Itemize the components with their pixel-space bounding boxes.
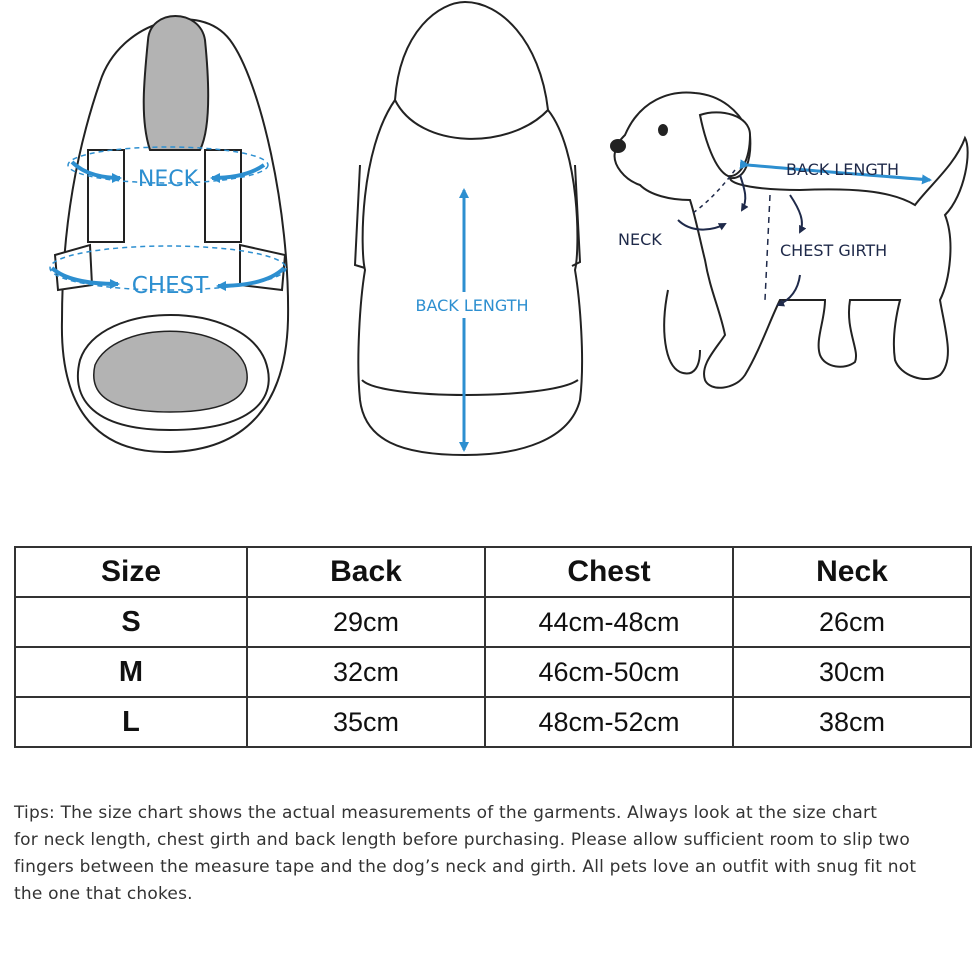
chest-cell: 46cm-50cm [485, 647, 733, 697]
header-back: Back [247, 547, 485, 597]
neck-label-front: NECK [137, 167, 199, 192]
neck-cell: 38cm [733, 697, 971, 747]
dog-illustration [610, 92, 968, 387]
table-row [15, 697, 971, 747]
table-row [15, 597, 971, 647]
header-neck: Neck [733, 547, 971, 597]
sizing-tips [14, 800, 970, 908]
chest-label-front: CHEST [131, 273, 209, 299]
hoodie-back-illustration [355, 2, 582, 455]
size-cell: L [15, 697, 247, 747]
table-row [15, 647, 971, 697]
back-length-label-hoodie: BACK LENGTH [415, 296, 529, 315]
neck-cell: 26cm [733, 597, 971, 647]
header-size: Size [15, 547, 247, 597]
chest-girth-label-dog: CHEST GIRTH [780, 241, 888, 260]
tips-line: the one that chokes. [14, 884, 193, 904]
tips-line: for neck length, chest girth and back length before purchasing. Please allow sufficient room to slip two [14, 830, 910, 850]
hood-lining [144, 16, 209, 150]
size-cell: S [15, 597, 247, 647]
dog-nose [610, 139, 626, 153]
hoodie-front-illustration [50, 16, 288, 452]
back-cell: 32cm [247, 647, 485, 697]
dog-eye [658, 124, 668, 136]
table-header-row [15, 547, 971, 597]
size-cell: M [15, 647, 247, 697]
tips-line: Tips: The size chart shows the actual measurements of the garments. Always look at the size chart [14, 803, 878, 823]
back-cell: 29cm [247, 597, 485, 647]
neck-cell: 30cm [733, 647, 971, 697]
back-cell: 35cm [247, 697, 485, 747]
header-chest: Chest [485, 547, 733, 597]
tips-line: fingers between the measure tape and the dog’s neck and girth. All pets love an outfit with snug fit not [14, 857, 917, 877]
chest-cell: 44cm-48cm [485, 597, 733, 647]
neck-label-dog: NECK [618, 230, 662, 249]
back-length-label-dog: BACK LENGTH [786, 160, 900, 179]
chest-cell: 48cm-52cm [485, 697, 733, 747]
size-chart-table [14, 546, 972, 748]
